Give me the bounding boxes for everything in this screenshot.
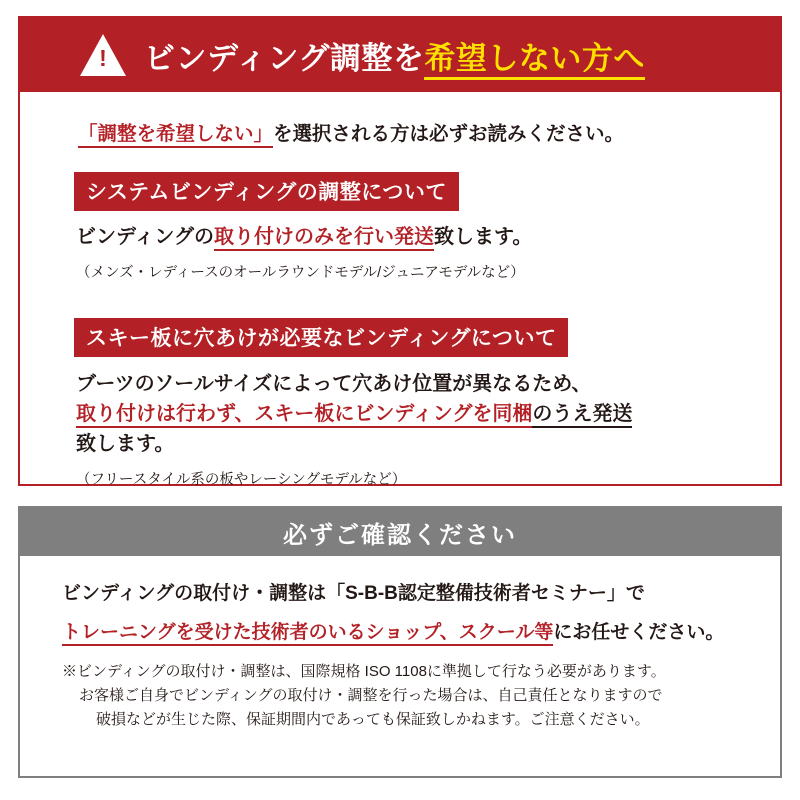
lead-rest: を選択される方は必ずお読みください。 bbox=[273, 123, 625, 145]
lead-text bbox=[78, 118, 752, 146]
section-title-drilling-binding: スキー板に穴あけが必要なビンディングについて bbox=[74, 318, 568, 357]
lead-quoted: 「調整を希望しない」 bbox=[78, 123, 273, 148]
section1-note: （メンズ・レディースのオールラウンドモデル/ジュニアモデルなど） bbox=[76, 265, 525, 281]
fine-print bbox=[62, 660, 750, 732]
section2-line3: 致します。 bbox=[76, 433, 175, 455]
confirmation-line2-red: トレーニングを受けた技術者のいるショップ、スクール等 bbox=[62, 622, 553, 646]
section2-note: （フリースタイル系の板やレーシングモデルなど） bbox=[76, 472, 407, 488]
confirmation-line2-rest: にお任せください。 bbox=[553, 622, 725, 643]
section2-line1: ブーツのソールサイズによって穴あけ位置が異なるため、 bbox=[76, 373, 592, 395]
section1-body-underline: 取り付けのみを行い発送 bbox=[214, 226, 434, 251]
section2-line2-red: 取り付けは行わず、スキー板にビンディングを同梱 bbox=[76, 403, 532, 428]
panel-header-gray bbox=[20, 508, 780, 556]
confirmation-header-title: 必ずご確認ください bbox=[283, 521, 517, 549]
panel-header-red bbox=[20, 18, 780, 92]
confirmation-line2 bbox=[62, 617, 750, 644]
section2-body bbox=[76, 369, 752, 459]
panel-header-title bbox=[144, 33, 645, 78]
section1-body-suffix: 致します。 bbox=[434, 226, 533, 248]
confirmation-line1: ビンディングの取付け・調整は「S-B-B認定整備技術者セミナー」で bbox=[62, 583, 645, 604]
warning-triangle-icon: ! bbox=[80, 34, 126, 76]
section1-body-prefix: ビンディングの bbox=[76, 226, 214, 248]
confirmation-panel bbox=[18, 506, 782, 778]
binding-adjustment-panel bbox=[18, 16, 782, 486]
fine-print-line-2: お客様ご自身でビンディングの取付け・調整を行った場合は、自己責任となりますので bbox=[79, 687, 663, 704]
panel-body bbox=[20, 92, 780, 489]
header-text-highlight: 希望しない方へ bbox=[424, 41, 645, 80]
fine-print-line-3: 破損などが生じた際、保証期間内であっても保証致しかねます。ご注意ください。 bbox=[96, 711, 650, 728]
confirmation-body bbox=[20, 556, 780, 732]
section2-line2-rest: のうえ発送 bbox=[532, 403, 632, 428]
section-title-system-binding: システムビンディングの調整について bbox=[74, 172, 459, 211]
header-text-plain: ビンディング調整を bbox=[144, 40, 425, 76]
section1-body bbox=[76, 223, 752, 252]
fine-print-line-1: ※ビンディングの取付け・調整は、国際規格 ISO 1108に準拠して行なう必要があります。 bbox=[62, 663, 666, 680]
